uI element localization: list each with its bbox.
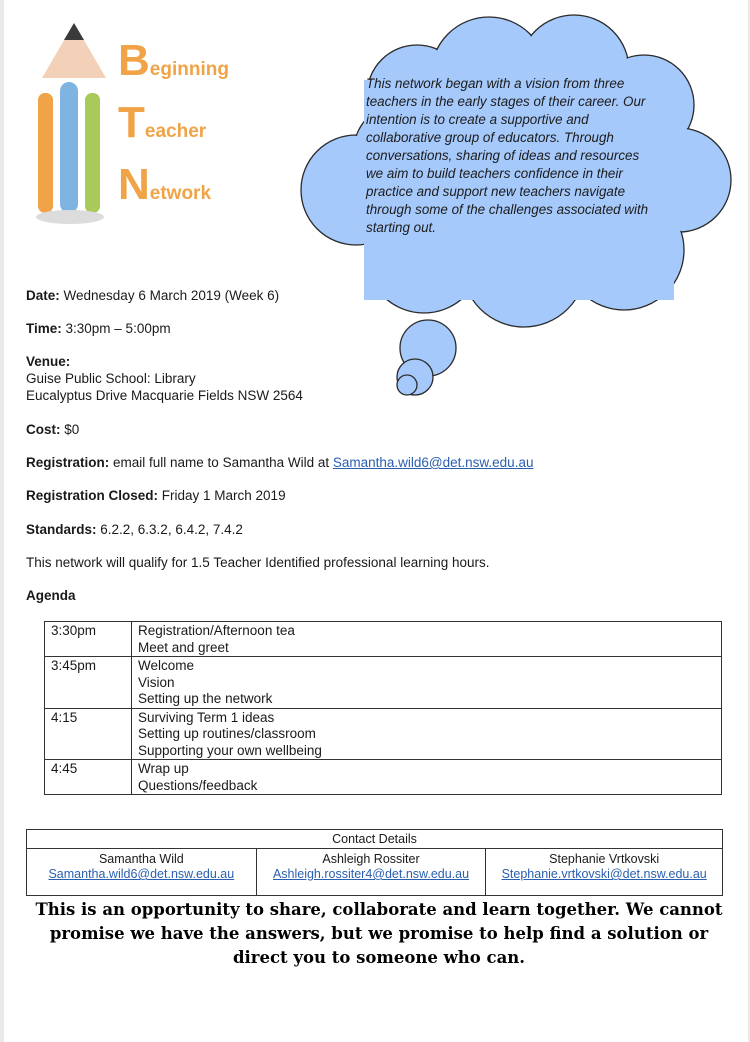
logo-word-beginning: Beginning xyxy=(118,36,229,85)
agenda-items: Surviving Term 1 ideas Setting up routines/classroom Supporting your own wellbeing xyxy=(132,708,722,760)
registration-email-link[interactable]: Samantha.wild6@det.nsw.edu.au xyxy=(332,455,534,470)
flyer-page xyxy=(4,0,748,1042)
contact-cell xyxy=(486,849,723,896)
contact-email-link[interactable]: Samantha.wild6@det.nsw.edu.au xyxy=(48,867,235,881)
contact-table xyxy=(26,829,723,896)
agenda-time: 3:30pm xyxy=(45,622,132,657)
date-line: Date: Wednesday 6 March 2019 (Week 6) xyxy=(26,288,280,303)
cost-line: Cost: $0 xyxy=(26,422,80,437)
contact-cell xyxy=(27,849,257,896)
cloud-description: This network began with a vision from three teachers in the early stages of their career. Our intention is to create a supportive and collaborative group of educators. Through conversations, sharing of ideas and resources we aim to build teachers confidence in their practice and support new teachers navigate through some of the challenges associated with starting out. xyxy=(366,76,649,235)
agenda-items: Wrap up Questions/feedback xyxy=(132,760,722,795)
table-row xyxy=(45,708,722,760)
registration-line: Registration: email full name to Samantha Wild at Samantha.wild6@det.nsw.edu.au xyxy=(26,455,534,470)
table-row xyxy=(45,760,722,795)
agenda-table xyxy=(44,621,722,795)
table-row xyxy=(45,657,722,709)
qualify-line: This network will qualify for 1.5 Teacher Identified professional learning hours. xyxy=(26,555,490,570)
agenda-time: 3:45pm xyxy=(45,657,132,709)
closing-statement: This is an opportunity to share, collaborate and learn together. We cannot promise we have the answers, but we promise to help find a solution or direct you to someone who can. xyxy=(35,900,723,967)
contact-email-link[interactable]: Ashleigh.rossiter4@det.nsw.edu.au xyxy=(272,867,470,881)
registration-closed-line: Registration Closed: Friday 1 March 2019 xyxy=(26,488,286,503)
contact-cell xyxy=(256,849,486,896)
contact-name: Samantha Wild xyxy=(98,852,184,866)
agenda-heading: Agenda xyxy=(26,588,76,603)
standards-line: Standards: 6.2.2, 6.3.2, 6.4.2, 7.4.2 xyxy=(26,522,243,537)
contact-heading: Contact Details xyxy=(27,830,723,849)
time-line: Time: 3:30pm – 5:00pm xyxy=(26,321,171,336)
logo-word-teacher: Teacher xyxy=(118,98,207,147)
logo-word-network: Network xyxy=(118,160,212,209)
agenda-time: 4:15 xyxy=(45,708,132,760)
venue-block: Venue: Guise Public School: Library Eucalyptus Drive Macquarie Fields NSW 2564 xyxy=(26,354,303,403)
agenda-time: 4:45 xyxy=(45,760,132,795)
agenda-items: Registration/Afternoon tea Meet and greet xyxy=(132,622,722,657)
contact-name: Ashleigh Rossiter xyxy=(322,852,420,866)
agenda-items: Welcome Vision Setting up the network xyxy=(132,657,722,709)
table-row xyxy=(45,622,722,657)
table-row xyxy=(27,849,723,896)
contact-email-link[interactable]: Stephanie.vrtkovski@det.nsw.edu.au xyxy=(501,867,707,881)
contact-name: Stephanie Vrtkovski xyxy=(549,852,660,866)
